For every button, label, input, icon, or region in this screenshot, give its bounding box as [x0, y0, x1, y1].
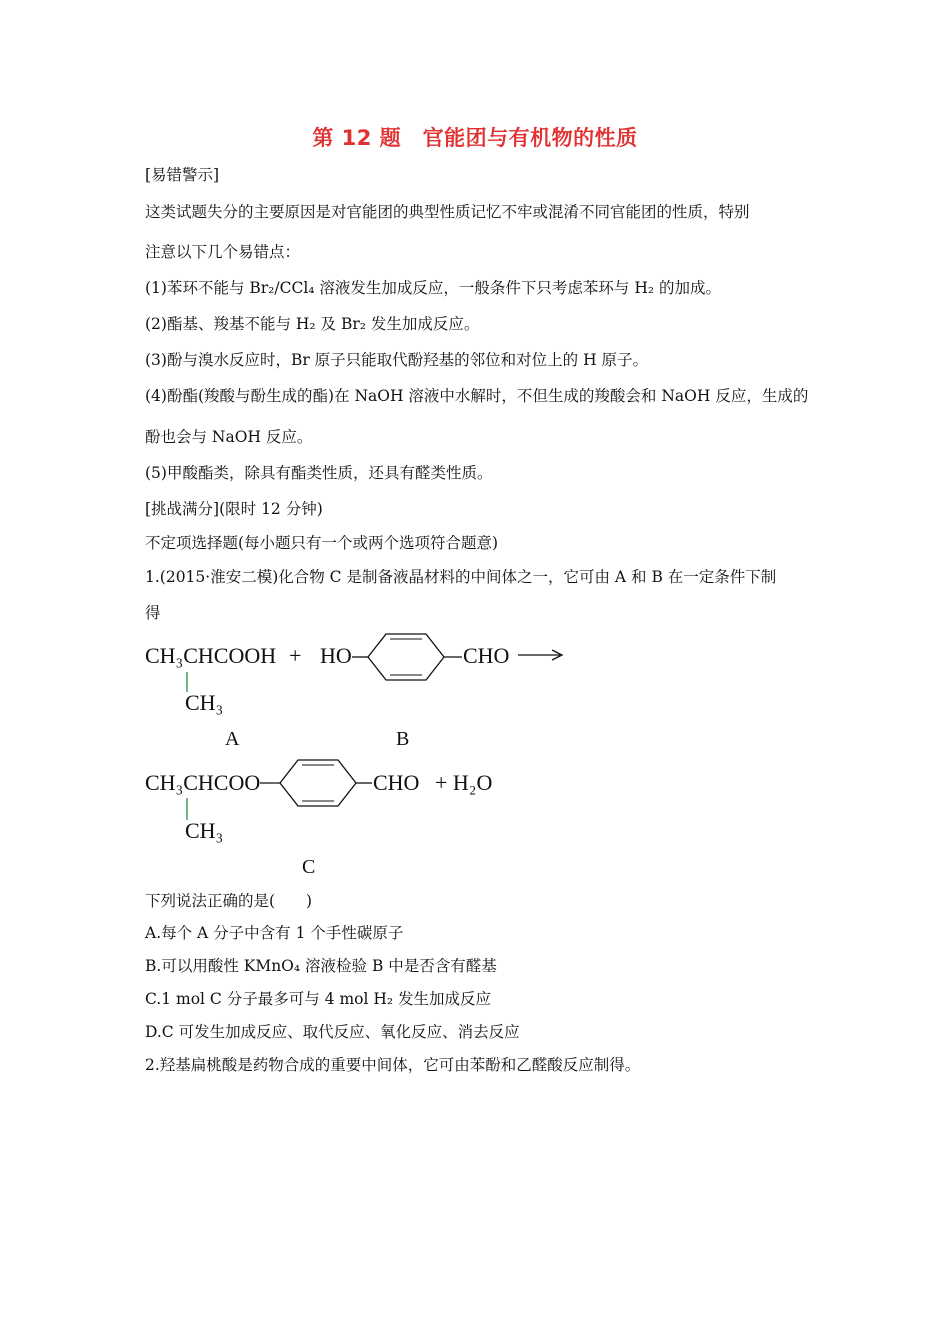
intro-line-1: 这类试题失分的主要原因是对官能团的典型性质记忆不牢或混淆不同官能团的性质，特别 — [145, 203, 750, 221]
point-4: (4)酚酯(羧酸与酚生成的酯)在 NaOH 溶液中水解时，不但生成的羧酸会和 NaOH 反应，生成的 — [145, 387, 809, 405]
page-title: 第 12 题 官能团与有机物的性质 — [312, 126, 638, 150]
point-4-continued: 酚也会与 NaOH 反应。 — [145, 428, 313, 446]
question-type: 不定项选择题(每小题只有一个或两个选项符合题意) — [145, 534, 499, 552]
compound-c-bond — [185, 798, 189, 820]
option-b: B.可以用酸性 KMnO₄ 溶液检验 B 中是否含有醛基 — [145, 957, 497, 975]
point-5: (5)甲酸酯类，除具有酯类性质，还具有醛类性质。 — [145, 464, 493, 482]
point-1: (1)苯环不能与 Br₂/CCl₄ 溶液发生加成反应，一般条件下只考虑苯环与 H₂ 的加成。 — [145, 279, 722, 297]
question-1-line-2: 得 — [145, 604, 161, 622]
benzene-ring-b — [352, 630, 464, 684]
water-product: + H₂O — [435, 770, 493, 795]
compound-c-aldehyde: CHO — [373, 770, 420, 795]
challenge-heading: [挑战满分](限时 12 分钟) — [145, 500, 323, 518]
intro-line-2: 注意以下几个易错点： — [145, 243, 301, 261]
compound-b-hydroxyl: HO — [320, 643, 352, 668]
compound-a-bond — [185, 672, 189, 692]
benzene-ring-c — [260, 756, 374, 810]
plus-sign: + — [289, 643, 302, 668]
compound-b-aldehyde: CHO — [463, 643, 510, 668]
warning-heading: [易错警示] — [145, 166, 220, 184]
label-b: B — [396, 728, 410, 750]
label-a: A — [225, 728, 240, 750]
compound-a-formula: CH₃CHCOOH — [145, 643, 277, 668]
question-1-line-1: 1.(2015·淮安二模)化合物 C 是制备液晶材料的中间体之一，它可由 A 和 B 在一定条件下制 — [145, 568, 777, 586]
point-2: (2)酯基、羧基不能与 H₂ 及 Br₂ 发生加成反应。 — [145, 315, 480, 333]
compound-c-methyl: CH₃ — [185, 818, 224, 843]
option-c: C.1 mol C 分子最多可与 4 mol H₂ 发生加成反应 — [145, 990, 492, 1008]
reaction-arrow — [518, 648, 564, 662]
question-2-line-1: 2.羟基扁桃酸是药物合成的重要中间体，它可由苯酚和乙醛酸反应制得。 — [145, 1056, 641, 1074]
compound-c-formula: CH₃CHCOO — [145, 770, 261, 795]
point-3: (3)酚与溴水反应时，Br 原子只能取代酚羟基的邻位和对位上的 H 原子。 — [145, 351, 649, 369]
compound-a-methyl: CH₃ — [185, 690, 224, 715]
question-1-stem: 下列说法正确的是( ) — [145, 892, 313, 910]
option-a: A.每个 A 分子中含有 1 个手性碳原子 — [145, 924, 404, 942]
label-c: C — [302, 856, 316, 878]
option-d: D.C 可发生加成反应、取代反应、氧化反应、消去反应 — [145, 1023, 520, 1041]
